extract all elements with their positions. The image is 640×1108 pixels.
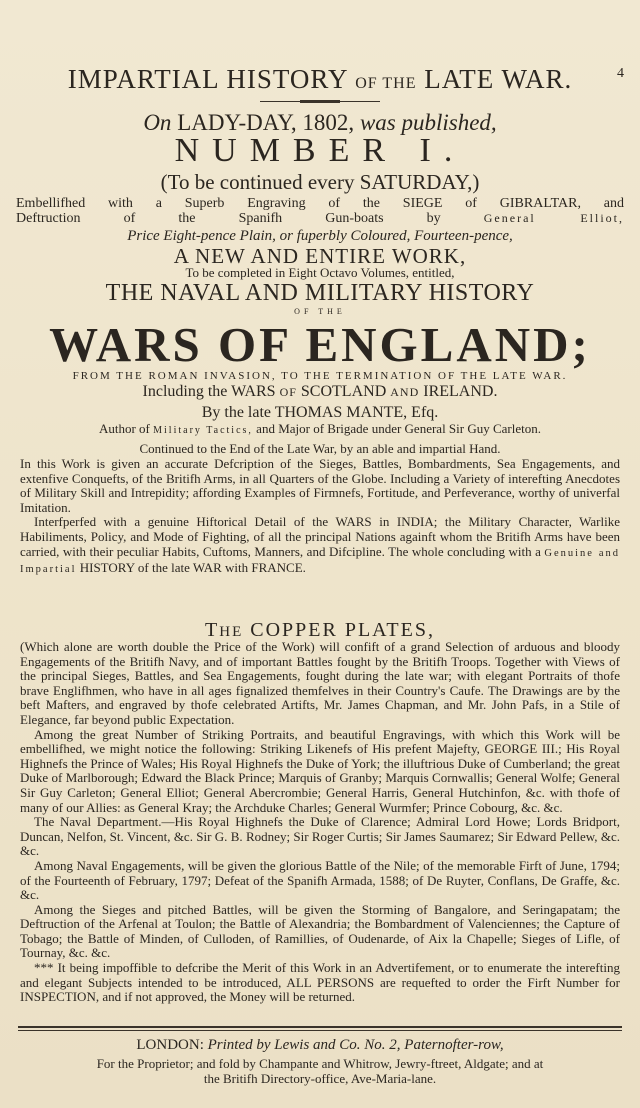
headline-part1: IMPARTIAL HISTORY (67, 64, 356, 94)
headline-part2: LATE WAR. (416, 64, 573, 94)
description-paragraph-1: In this Work is given an accurate Defcription of the Sieges, Battles, Bombardments, Sea Engagements, and extenfive Conquefts, of the Britifh Arms, in all Quarters of the Globe. Including a Variety of interefting Anecdotes of Military Skill and Intrepidity; affording Examples of Firmnefs, Fortitude, and Perfeverance, worthy of univerfal Imitation. (20, 456, 620, 515)
imprint-prefix: LONDON: (136, 1037, 208, 1053)
including-line (0, 383, 640, 401)
price-line: Price Eight-pence Plain, or fuperbly Coloured, Fourteen-pence, (127, 228, 513, 244)
description-p2b: HISTORY of the late WAR with FRANCE. (76, 560, 306, 576)
copper-he: HE (219, 624, 244, 640)
plates-paragraph-4: Among Naval Engagements, will be given the glorious Battle of the Nile; of the memorable Firft of June, 1794; of the Fourteenth of February, 1797; Defeat of the Spanifh Armada, 1588; of De Ruyter, Conflans, De Graffe, &c. &c. (20, 857, 620, 903)
author-desc-tactics: Military Tactics, (153, 425, 253, 436)
author-desc-a: Author of (98, 421, 154, 436)
continued-end-line: Continued to the End of the Late War, by an able and impartial Hand. (139, 441, 501, 456)
including-a: Including the WARS (142, 383, 280, 400)
embellished-text (16, 196, 624, 226)
copper-b: COPPER PLATES, (243, 619, 435, 641)
plates-paragraph-6: *** It being impoffible to defcribe the Merit of this Work in an Advertifement, or to enumerate the interefting and elegant Subjects intended to be introduced, ALL PERSONS are requefted to order the Firft Number for INSPECTION, and if not approved, the Money will be returned. (20, 960, 620, 1005)
corner-mark: 4 (617, 66, 624, 81)
plates-text (20, 640, 620, 1005)
author-name: By the late THOMAS MANTE, Efq. (201, 404, 439, 421)
author-desc-b: and Major of Brigade under General Sir Guy Carleton. (252, 421, 542, 436)
plates-paragraph-1: (Which alone are worth double the Price of the Work) will confift of a grand Selection of arduous and bloody Engagements of the Britifh Navy, and of important Battles fought by the Britifh Troops. Together with Views of the principal Sieges, Battles, and Sea Engagements, fought during the late war; with elegant Portraits of thofe brave Englifhmen, who have in all ages fignalized themfelves in their Country's Caufe. The Drawings are by the beft Mafters, and engraved by thofe celebrated Artifts, Mr. James Chapman, and Mr. John Pafs, in a Stile of Elegance, far beyond public Expectation. (20, 639, 620, 727)
naval-history-title: THE NAVAL AND MILITARY HISTORY (105, 280, 535, 306)
from-roman-line: FROM THE ROMAN INVASION, TO THE TERMINATION OF THE LATE WAR. (72, 370, 568, 382)
embellished-general: General Elliot, (483, 211, 624, 225)
imprint-line (0, 1037, 640, 1054)
plates-paragraph-3: The Naval Department.—His Royal Highnefs the Duke of Clarence; Admiral Lord Howe; Lords Bridport, Duncan, Nelfon, St. Vincent, &c. Sir G. B. Rodney; Sir Roger Curtis; Sir James Saumarez; Sir Edward Pellew, &c. &c. (20, 814, 620, 859)
embellished-line2 (16, 211, 624, 226)
description-p2-genuine: Genuine and Impartial (20, 547, 620, 576)
of-the-line: OF THE (294, 307, 346, 316)
publication-date: LADY-DAY, 1802, (177, 110, 355, 135)
description-text (20, 457, 620, 578)
continued-line: (To be continued every SATURDAY,) (160, 170, 480, 194)
imprint-printer: Printed by Lewis and Co. No. 2, Paternofter-row, (207, 1037, 504, 1053)
embellished-line2a: Deftruction of the Spanifh Gun-boats by (16, 211, 484, 226)
description-p2a: Interfperfed with a genuine Hiftorical Detail of the WARS in INDIA; the Military Character, Warlike Habiliments, Policy, and Mode of Fighting, of all the principal Nations againft whom the Britifh Arms have been carried, with their peculiar Habits, Cuftoms, Manners, and Difcipline. The whole concluding with a (20, 514, 620, 559)
footer-rule-thin (18, 1030, 622, 1031)
publication-suffix: was published, (354, 110, 497, 135)
including-and: AND (390, 385, 420, 399)
including-of: OF (279, 385, 297, 399)
headline (0, 64, 640, 95)
volumes-line: To be completed in Eight Octavo Volumes, entitled, (185, 265, 455, 280)
new-work-line: A NEW AND ENTIRE WORK, (173, 244, 467, 268)
headline-small: OF THE (355, 75, 417, 92)
description-paragraph-2 (20, 515, 620, 577)
number-line: NUMBER I. (174, 132, 466, 169)
copper-a: T (205, 619, 220, 641)
footer-rule-thick (18, 1026, 622, 1028)
including-b: SCOTLAND (296, 383, 391, 400)
plates-paragraph-5: Among the Sieges and pitched Battles, will be given the Storming of Bangalore, and Seringapatam; the Deftruction of the Arfenal at Toulon; the Battle of Alexandria; the Bombardment of Valenciennes; the Capture of Tobago; the Battle of Minden, of Culloden, of Ramillies, of Oudenarde, of Aix la Chapelle; Sieges of Lifle, of Tournay, &c. &c. (20, 901, 620, 961)
author-description (0, 421, 640, 437)
publication-prefix: On (143, 110, 178, 135)
office-line: the Britifh Directory-office, Ave-Maria-lane. (203, 1071, 437, 1086)
plates-paragraph-2: Among the great Number of Striking Portraits, and beautiful Engravings, with which this Work will be embellifhed, we might notice the following: Striking Likenefs of His prefent Majefty, GEORGE III.; His Royal Highnefs the Prince of Wales; His Royal Highnefs the Duke of York; the illuftrious Duke of Cumberland; the great Duke of Marlborough; Edward the Black Prince; Marquis of Granby; Marquis Cornwallis; General Wolfe; General Sir Guy Carleton; General Elliot; General Abercrombie; General Harris, General Hutchinfon, &c. with thofe of many of our Allies: as General Kray; the Archduke Charles; General Wurmfer; Prince Cobourg, &c. &c. (20, 726, 620, 815)
embellished-line1: Embellifhed with a Superb Engraving of the SIEGE of GIBRALTAR, and (16, 196, 624, 211)
proprietor-line: For the Proprietor; and fold by Champante and Whitrow, Jewry-ftreet, Aldgate; and at (96, 1056, 544, 1071)
including-c: IRELAND. (419, 383, 498, 400)
wars-of-england-title: WARS OF ENGLAND; (49, 317, 591, 372)
ornament-rule (260, 99, 380, 103)
